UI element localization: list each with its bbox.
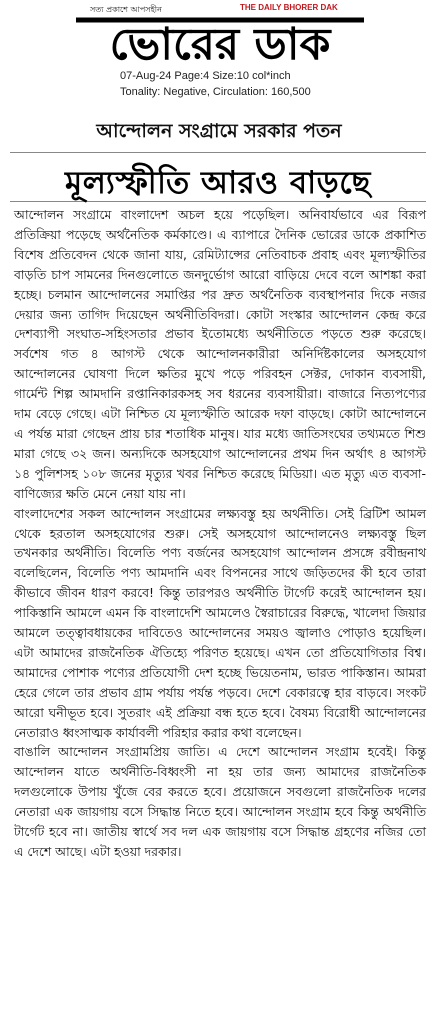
masthead-tagline: সত্য প্রকাশে আপসহীন	[90, 5, 162, 14]
masthead	[0, 0, 438, 66]
article-paragraph-3: বাঙালি আন্দোলন সংগ্রামপ্রিয় জাতি। এ দেশে আন্দোলন সংগ্রাম হবেই। কিন্তু আন্দোলন যাতে অর্থনীতি-বিধ্বংসী না হয় তার জন্য আমাদের রাজনৈতিক দলগুলোকে উপায় খুঁজে বের করতে হবে। প্রয়োজনে সবগুলো রাজনৈতিক দলের নেতারা এক জায়গায় বসে সিদ্ধান্ত নিতে হবে। আন্দোলন সংগ্রাম হবে কিন্তু অর্থনীতি টার্গেট হবে না। জাতীয় স্বার্থে সব দল এক জায়গায় বসে সিদ্ধান্ত গ্রহণের নজির তো এ দেশে আছে। এটা হওয়া দরকার।	[14, 744, 426, 859]
clipping-date-page-size: 07-Aug-24 Page:4 Size:10 col*inch	[120, 70, 291, 82]
headline-box	[10, 152, 426, 202]
masthead-english-name: THE DAILY BHORER DAK	[240, 3, 338, 12]
article-paragraph-1: আন্দোলন সংগ্রামে বাংলাদেশ অচল হয়ে পড়েছিল। অনিবার্যভাবে এর বিরূপ প্রতিক্রিয়া পড়েছে অর্থনৈতিক কর্মকাণ্ডে। এ ব্যাপারে দৈনিক ভোরের ডাকে প্রকাশিত বিশেষ প্রতিবেদন থেকে জানা যায়, রেমিট্যান্সের নেতিবাচক প্রবাহ এবং মূল্যস্ফীতির বাড়তি চাপ সামনের দিনগুলোতে জনদুর্ভোগ আরো বাড়িয়ে দেবে বলে আশঙ্কা করা হচ্ছে। চলমান আন্দোলনের সমাপ্তির পর দ্রুত অর্থনৈতিক ব্যবস্থাপনার দিকে নজর দেয়ার জন্য তাগিদ দিয়েছেন অর্থনীতিবিদরা। কোটা সংস্কার আন্দোলন কেন্দ্র করে দেশব্যাপী সংঘাত-সহিংসতার প্রভাব ইতোমধ্যে অর্থনীতিতে পড়তে শুরু করেছে। সর্বশেষ গত ৪ আগস্ট থেকে আন্দোলনকারীরা অনির্দিষ্টকালের অসহযোগ আন্দোলনের ঘোষণা দিলে ক্ষতির মুখে পড়ে পরিবহন সেক্টর, দোকান ব্যবসায়ী, গার্মেন্ট শিল্প আমদানি রপ্তানিকারকসহ সব ধরনের ব্যবসায়ীরা। বাজারে নিত্যপণ্যের দাম বেড়ে গেছে। এটা নিশ্চিত যে মূল্যস্ফীতি আরেক দফা বাড়ছে। কোটা আন্দোলনে এ পর্যন্ত মারা গেছেন প্রায় চার শতাধিক মানুষ। যার মধ্যে জাতিসংঘের তথ্যমতে শিশু মারা গেছে ৩২ জন। অন্যদিকে অসহযোগ আন্দোলনের প্রথম দিন অর্থাৎ ৪ আগস্ট ১৪ পুলিশসহ ১০৮ জনের মৃত্যুর খবর নিশ্চিত করেছে মিডিয়া। এত মৃত্যু এত ব্যবসা-বাণিজ্যের ক্ষতি মেনে নেয়া যায় না।	[14, 207, 426, 501]
article-headline: মূল্যস্ফীতি আরও বাড়ছে	[65, 165, 371, 201]
article-kicker: আন্দোলন সংগ্রামে সরকার পতন	[96, 120, 342, 142]
newspaper-logo	[70, 12, 370, 64]
logo-text: ভোরের ডাক	[109, 19, 331, 64]
article-paragraph-2: বাংলাদেশের সকল আন্দোলন সংগ্রামের লক্ষ্যবস্তু হয় অর্থনীতি। সেই ব্রিটিশ আমল থেকে হরতাল অসহযোগের শুরু। সেই অসহযোগ আন্দোলনেও লক্ষ্যবস্তু ছিল তখনকার অর্থনীতি। বিলেতি পণ্য বর্জনের অসহযোগ আন্দোলন প্রসঙ্গে রবীন্দ্রনাথ বলেছিলেন, বিলেতি পণ্য আমদানি এবং বিপননের সাথে জড়িতদের কী হবে তারা কীভাবে জীবন ধারণ করবে! কিন্তু তারপরও অর্থনীতি টার্গেট করেই আন্দোলন হয়। পাকিস্তানি আমলে এমন কি বাংলাদেশি আমলেও স্বৈরাচারের বিরুদ্ধে, খালেদা জিয়ার আমলে তত্ত্বাবধায়কের দাবিতেও আন্দোলনের সময়ও জ্বালাও পোড়াও হয়েছিল। এটা আমাদের রাজনৈতিক ঐতিহ্যে পরিণত হয়েছে। এখন তো প্রতিযোগিতার বিশ্ব। আমাদের পোশাক পণ্যের প্রতিযোগী দেশ হচ্ছে ভিয়েতনাম, ভারত পাকিস্তান। আমরা হেরে গেলে তার প্রভাব গ্রাম পর্যায় পর্যন্ত পড়বে। দেশে বেকারত্বে হার বাড়বে। সংকট আরো ঘনীভূত হবে। সুতরাং এই প্রক্রিয়া বন্ধ হতে হবে। বৈষম্য বিরোধী আন্দোলনের নেতারাও ধ্বংসাত্মক কার্যাবলী পরিহার করার কথা বলেছেন।	[14, 505, 426, 740]
clipping-meta	[0, 68, 438, 104]
clipping-tonality-circulation: Tonality: Negative, Circulation: 160,500	[120, 86, 311, 98]
article-body	[14, 205, 426, 862]
